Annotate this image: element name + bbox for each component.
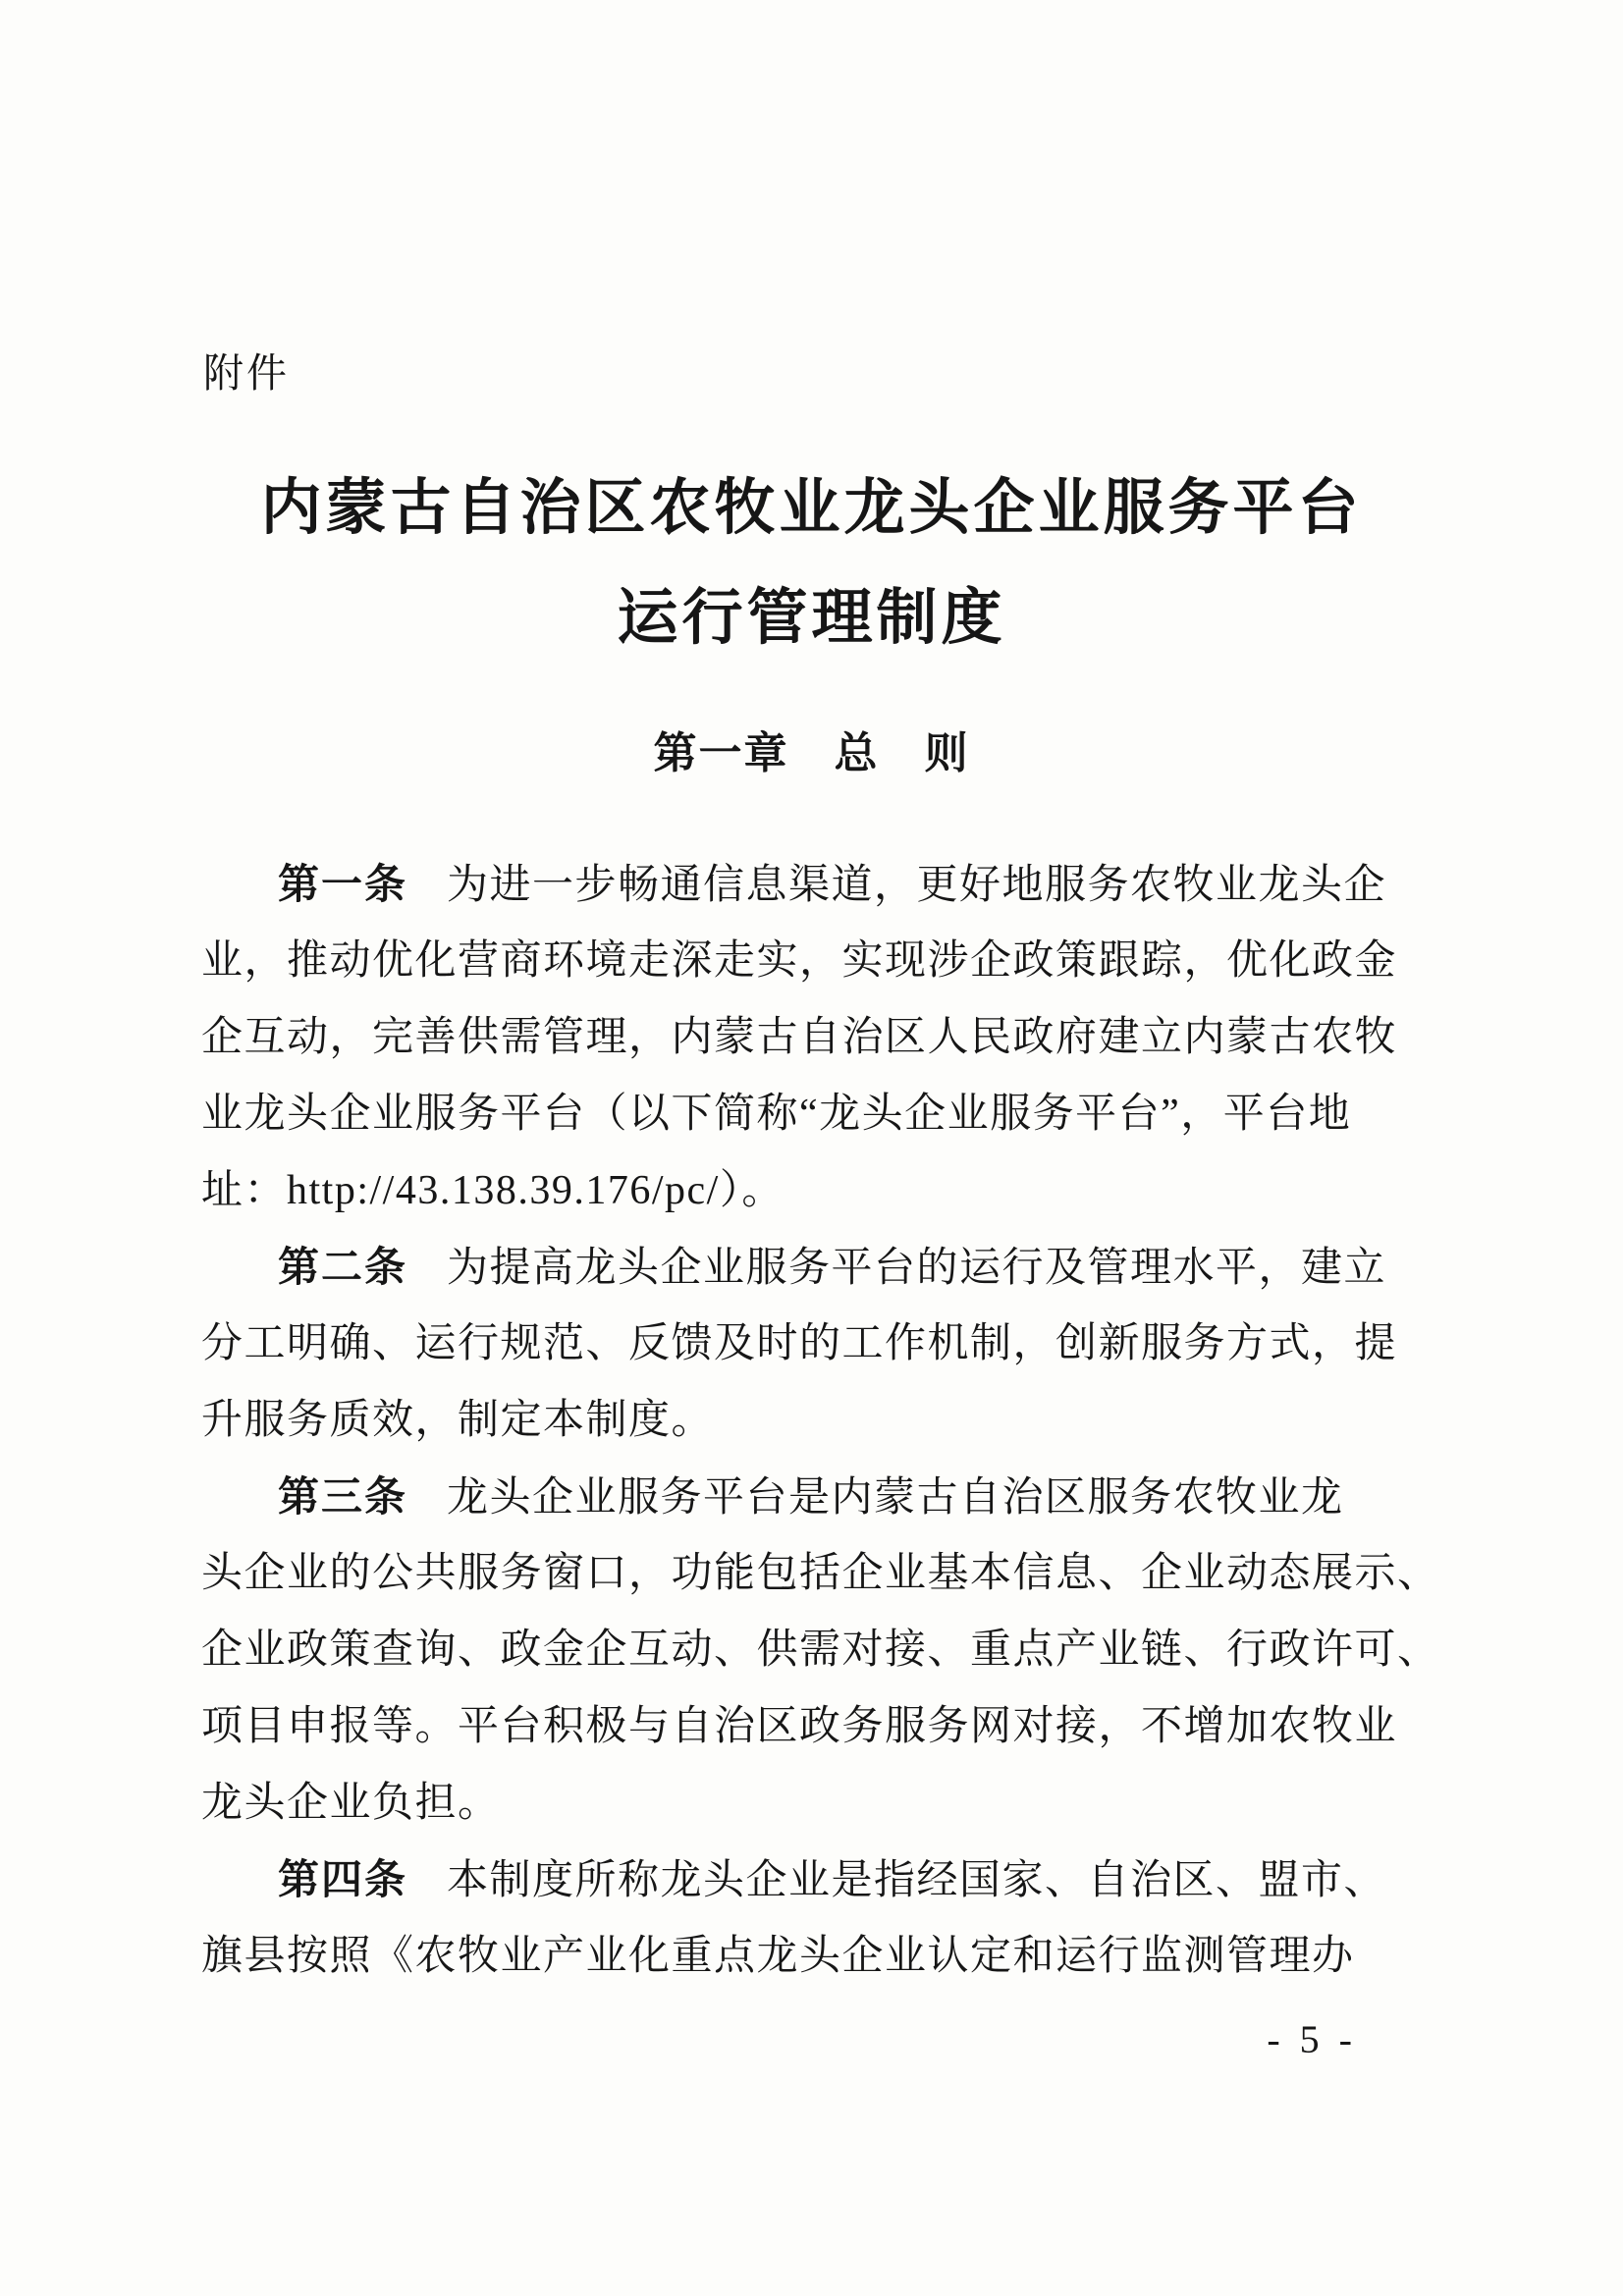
article-3-line-4: 项目申报等。平台积极与自治区政务服务网对接，不增加农牧业	[201, 1704, 1398, 1749]
article-3	[201, 1459, 1440, 1842]
article-1-line-2: 业，推动优化营商环境走深走实，实现涉企政策跟踪，优化政金	[201, 938, 1398, 984]
article-3-line-2: 头企业的公共服务窗口，功能包括企业基本信息、企业动态展示、	[201, 1551, 1440, 1596]
article-1-line-3: 企互动，完善供需管理，内蒙古自治区人民政府建立内蒙古农牧	[201, 1015, 1398, 1060]
article-2-number: 第二条	[278, 1244, 408, 1290]
document-body	[201, 846, 1440, 1995]
article-2-text: 为提高龙头企业服务平台的运行及管理水平，建立	[447, 1246, 1387, 1291]
page-number: - 5 -	[1267, 2017, 1357, 2061]
title-line-2: 运行管理制度	[617, 585, 1006, 652]
article-3-text: 龙头企业服务平台是内蒙古自治区服务农牧业龙	[447, 1475, 1344, 1521]
article-1-line-1	[201, 846, 1387, 923]
article-1-line-5: 址：http://43.138.39.176/pc/）。	[201, 1168, 784, 1213]
article-4-number: 第四条	[278, 1856, 408, 1902]
article-4-text: 本制度所称龙头企业是指经国家、自治区、盟市、	[447, 1858, 1387, 1903]
article-1-text: 为进一步畅通信息渠道，更好地服务农牧业龙头企	[447, 863, 1387, 908]
article-1-line-4: 业龙头企业服务平台（以下简称“龙头企业服务平台”，平台地	[201, 1092, 1352, 1137]
document-title	[0, 454, 1623, 673]
title-line-1: 内蒙古自治区农牧业龙头企业服务平台	[260, 475, 1363, 542]
article-2	[201, 1229, 1398, 1459]
article-2-line-2: 分工明确、运行规范、反馈及时的工作机制，创新服务方式，提	[201, 1321, 1398, 1366]
article-1	[201, 846, 1398, 1229]
article-4-line-1	[201, 1842, 1387, 1918]
article-3-number: 第三条	[278, 1473, 408, 1520]
article-4	[201, 1842, 1387, 1995]
article-3-line-1	[201, 1459, 1364, 1535]
article-4-line-2: 旗县按照《农牧业产业化重点龙头企业认定和运行监测管理办	[201, 1934, 1355, 1979]
article-2-line-3: 升服务质效，制定本制度。	[201, 1398, 715, 1443]
chapter-heading: 第一章 总 则	[653, 729, 970, 777]
article-3-line-3: 企业政策查询、政金企互动、供需对接、重点产业链、行政许可、	[201, 1628, 1440, 1673]
article-2-line-1	[201, 1229, 1387, 1306]
attachment-label: 附件	[203, 350, 290, 396]
article-3-line-5: 龙头企业负担。	[201, 1781, 501, 1826]
article-1-number: 第一条	[278, 861, 408, 907]
